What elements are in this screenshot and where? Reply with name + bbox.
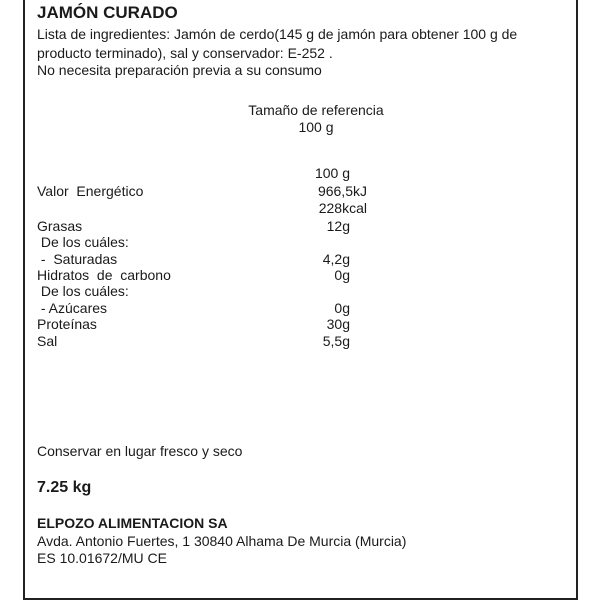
nutrition-row-label: Proteínas [37,316,97,332]
company-name: ELPOZO ALIMENTACION SA [37,515,228,531]
nutrition-row-value: 12g [326,218,350,234]
ingredients-line-1: Lista de ingredientes: Jamón de cerdo(145 g de jamón para obtener 100 g de [37,26,518,42]
nutrition-row-label: Sal [37,333,58,349]
nutrition-row-label: Hidratos de carbono [37,267,171,283]
reference-size-value: 100 g [298,119,334,135]
preparation-note: No necesita preparación previa a su consumo [37,62,322,78]
nutrition-row-label: Valor Energético [37,183,144,199]
ingredients-line-2: producto terminado), sal y conservador: E-252 . [37,45,333,61]
storage-instructions: Conservar en lugar fresco y seco [37,443,243,459]
nutrition-row-value: 0g [334,267,350,283]
nutrition-row-value: 30g [326,316,350,332]
nutrition-row-value: 4,2g [322,251,350,267]
reference-size-label: Tamaño de referencia [248,102,384,118]
nutrition-row-value: 5,5g [322,333,350,349]
nutrition-row-value: 228kcal [318,200,367,216]
nutrition-row-label: - Saturadas [37,251,118,267]
company-address: Avda. Antonio Fuertes, 1 30840 Alhama De Murcia (Murcia) [37,533,407,549]
nutrition-row-label: De los cuáles: [37,234,129,250]
health-mark: ES 10.01672/MU CE [37,550,167,566]
nutrition-row-value: 0g [334,300,350,316]
nutrition-row-label: - Azúcares [37,300,108,316]
nutrition-row-label: Grasas [37,218,83,234]
nutrition-row-value: 966,5kJ [317,183,367,199]
nutrition-column-header: 100 g [314,165,350,181]
nutrition-row-label: De los cuáles: [37,283,129,299]
product-name: JAMÓN CURADO [37,3,178,22]
net-weight: 7.25 kg [37,479,92,496]
